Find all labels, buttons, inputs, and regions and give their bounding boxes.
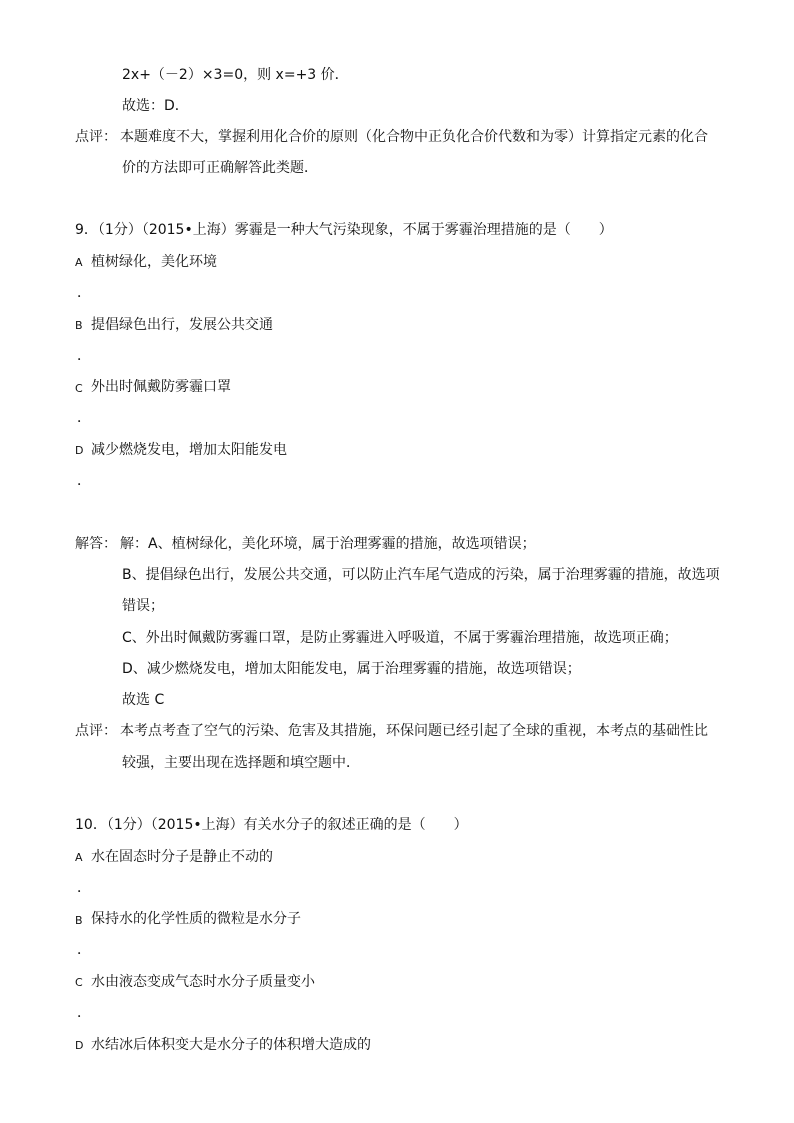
q10-option-c-letter: C — [75, 976, 83, 989]
q9-option-b-letter: B — [75, 319, 83, 332]
q9-comment-line2: 较强，主要出现在选择题和填空题中． — [122, 755, 360, 771]
q9-option-a-dot: ． — [77, 285, 91, 301]
q9-option-c-letter: C — [75, 382, 83, 395]
q9-answer-label: 解答： — [75, 536, 117, 552]
q9-answer-line: D、减少燃烧发电，增加太阳能发电，属于治理雾霾的措施，故选项错误； — [122, 661, 581, 677]
q10-option-c-text: 水由液态变成气态时水分子质量变小 — [91, 974, 315, 990]
q10-option-a-letter: A — [75, 851, 83, 864]
prev-answer-choice: 故选：D． — [122, 98, 189, 114]
q9-option-a-text: 植树绿化，美化环境 — [91, 254, 217, 270]
q9-option-b-text: 提倡绿色出行，发展公共交通 — [91, 317, 273, 333]
q9-option-d-text: 减少燃烧发电，增加太阳能发电 — [91, 442, 287, 458]
q9-answer-line: B、提倡绿色出行，发展公共交通，可以防止汽车尾气造成的污染，属于治理雾霾的措施，故选项 — [122, 567, 720, 583]
q9-option-b-dot: ． — [77, 348, 91, 364]
q10-option-b-text: 保持水的化学性质的微粒是水分子 — [91, 911, 301, 927]
q10-option-c-dot: ． — [77, 1005, 91, 1021]
q9-stem: 9．（1分）（2015•上海）雾霾是一种大气污染现象，不属于雾霾治理措施的是（ ） — [75, 222, 613, 238]
q9-option-c-text: 外出时佩戴防雾霾口罩 — [91, 379, 231, 395]
q9-option-d-dot: ． — [77, 473, 91, 489]
q9-answer-line: 错误； — [122, 598, 164, 614]
q9-comment-line1: 本考点考查了空气的污染、危害及其措施，环保问题已经引起了全球的重视，本考点的基础性比 — [120, 723, 708, 739]
q10-option-b-dot: ． — [77, 942, 91, 958]
q10-option-a-dot: ． — [77, 880, 91, 896]
q9-answer-choice: 故选 C — [122, 692, 165, 708]
prev-comment-label: 点评： — [75, 129, 117, 145]
q10-option-d-letter: D — [75, 1039, 84, 1052]
q9-option-a-letter: A — [75, 256, 83, 269]
prev-comment-line1: 本题难度不大，掌握利用化合价的原则（化合物中正负化合价代数和为零）计算指定元素的化合 — [120, 129, 708, 145]
q10-stem: 10．（1分）（2015•上海）有关水分子的叙述正确的是（ ） — [75, 817, 468, 833]
q9-option-c-dot: ． — [77, 410, 91, 426]
prev-comment-line2: 价的方法即可正确解答此类题． — [122, 160, 318, 176]
q9-comment-label: 点评： — [75, 723, 117, 739]
q10-option-b-letter: B — [75, 914, 83, 927]
q9-option-d-letter: D — [75, 444, 84, 457]
q10-option-a-text: 水在固态时分子是静止不动的 — [91, 849, 273, 865]
q9-answer-line: C、外出时佩戴防雾霾口罩，是防止雾霾进入呼吸道，不属于雾霾治理措施，故选项正确； — [122, 630, 678, 646]
q9-answer-line: 解：A、植树绿化，美化环境，属于治理雾霾的措施，故选项错误； — [120, 536, 536, 552]
q10-option-d-text: 水结冰后体积变大是水分子的体积增大造成的 — [91, 1037, 371, 1053]
prev-answer-line: 2x+（－2）×3=0，则 x=+3 价． — [122, 67, 349, 83]
